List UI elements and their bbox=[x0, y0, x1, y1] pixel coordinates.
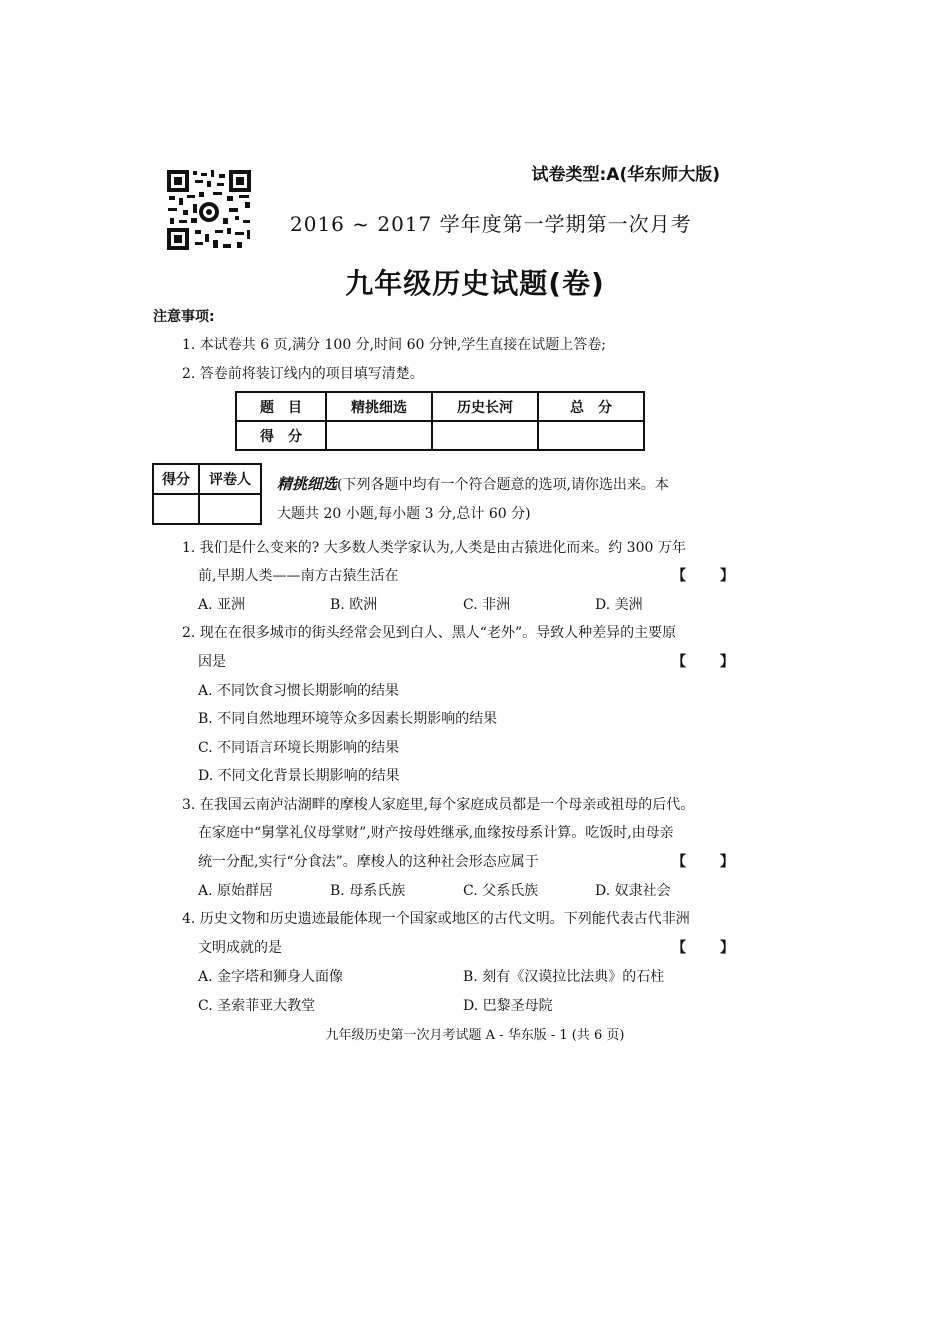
table-row bbox=[153, 464, 261, 494]
score-input-cell[interactable] bbox=[538, 421, 644, 450]
table-row bbox=[236, 392, 644, 421]
question-1-text: 前,早期人类——南方古猿生活在 bbox=[198, 568, 399, 584]
note-item: 1. 本试卷共 6 页,满分 100 分,时间 60 分钟,学生直接在试题上答卷; bbox=[182, 337, 607, 353]
table-row bbox=[153, 494, 261, 524]
option-a[interactable]: A. 不同饮食习惯长期影响的结果 bbox=[198, 683, 400, 699]
table-cell: 得分 bbox=[153, 464, 199, 494]
option-c[interactable]: C. 非洲 bbox=[463, 597, 511, 613]
option-b[interactable]: B. 母系氏族 bbox=[330, 883, 406, 899]
question-4-text: 4. 历史文物和历史遗迹最能体现一个国家或地区的古代文明。下列能代表古代非洲 bbox=[182, 911, 690, 927]
score-input-cell[interactable] bbox=[153, 494, 199, 524]
section-name: 精挑细选 bbox=[277, 475, 338, 493]
answer-bracket[interactable]: 【 】 bbox=[672, 654, 736, 670]
option-b[interactable]: B. 欧洲 bbox=[330, 597, 378, 613]
table-cell: 精挑细选 bbox=[326, 392, 432, 421]
grader-input-cell[interactable] bbox=[199, 494, 261, 524]
section-instructions: (下列各题中均有一个符合题意的选项,请你选出来。本 bbox=[337, 477, 669, 493]
option-d[interactable]: D. 美洲 bbox=[595, 597, 643, 613]
table-cell: 总 分 bbox=[538, 392, 644, 421]
question-2-text: 因是 bbox=[198, 654, 226, 670]
note-item: 2. 答卷前将装订线内的项目填写清楚。 bbox=[182, 366, 424, 382]
table-cell: 历史长河 bbox=[432, 392, 538, 421]
option-c[interactable]: C. 父系氏族 bbox=[463, 883, 539, 899]
question-2-text: 2. 现在在很多城市的街头经常会见到白人、黑人“老外”。导致人种差异的主要原 bbox=[182, 625, 677, 641]
option-d[interactable]: D. 不同文化背景长期影响的结果 bbox=[198, 768, 400, 784]
option-a[interactable]: A. 亚洲 bbox=[198, 597, 246, 613]
table-row bbox=[236, 421, 644, 450]
question-3-text: 3. 在我国云南泸沽湖畔的摩梭人家庭里,每个家庭成员都是一个母亲或祖母的后代。 bbox=[182, 797, 695, 813]
option-a[interactable]: A. 原始群居 bbox=[198, 883, 274, 899]
exam-term-heading: 2016 ~ 2017 学年度第一学期第一次月考 bbox=[290, 212, 692, 236]
section-instructions: 大题共 20 小题,每小题 3 分,总计 60 分) bbox=[277, 506, 531, 522]
grader-table bbox=[152, 463, 262, 525]
paper-type-label: 试卷类型:A(华东师大版) bbox=[531, 165, 720, 185]
question-3-text: 在家庭中“舅掌礼仪母掌财”,财产按母姓继承,血缘按母系计算。吃饭时,由母亲 bbox=[198, 825, 674, 841]
option-b[interactable]: B. 不同自然地理环境等众多因素长期影响的结果 bbox=[198, 711, 498, 727]
score-table bbox=[235, 391, 645, 451]
answer-bracket[interactable]: 【 】 bbox=[672, 568, 736, 584]
option-b[interactable]: B. 刻有《汉谟拉比法典》的石柱 bbox=[463, 969, 665, 985]
score-input-cell[interactable] bbox=[326, 421, 432, 450]
notes-title: 注意事项: bbox=[153, 309, 215, 325]
table-cell: 评卷人 bbox=[199, 464, 261, 494]
qr-code-image bbox=[165, 168, 253, 252]
option-d[interactable]: D. 奴隶社会 bbox=[595, 883, 671, 899]
answer-bracket[interactable]: 【 】 bbox=[672, 940, 736, 956]
page-footer: 九年级历史第一次月考试题 A - 华东版 - 1 (共 6 页) bbox=[325, 1028, 625, 1043]
option-a[interactable]: A. 金字塔和狮身人面像 bbox=[198, 969, 344, 985]
option-d[interactable]: D. 巴黎圣母院 bbox=[463, 998, 553, 1014]
option-c[interactable]: C. 圣索菲亚大教堂 bbox=[198, 998, 316, 1014]
section-header bbox=[277, 470, 727, 529]
question-1-text: 1. 我们是什么变来的? 大多数人类学家认为,人类是由古猿进化而来。约 300 万年 bbox=[182, 540, 686, 556]
score-input-cell[interactable] bbox=[432, 421, 538, 450]
question-4-text: 文明成就的是 bbox=[198, 940, 282, 956]
question-3-text: 统一分配,实行“分食法”。摩梭人的这种社会形态应属于 bbox=[198, 854, 539, 870]
page-title: 九年级历史试题(卷) bbox=[345, 267, 605, 300]
option-c[interactable]: C. 不同语言环境长期影响的结果 bbox=[198, 740, 400, 756]
answer-bracket[interactable]: 【 】 bbox=[672, 854, 736, 870]
table-cell: 题 目 bbox=[236, 392, 326, 421]
table-cell: 得 分 bbox=[236, 421, 326, 450]
